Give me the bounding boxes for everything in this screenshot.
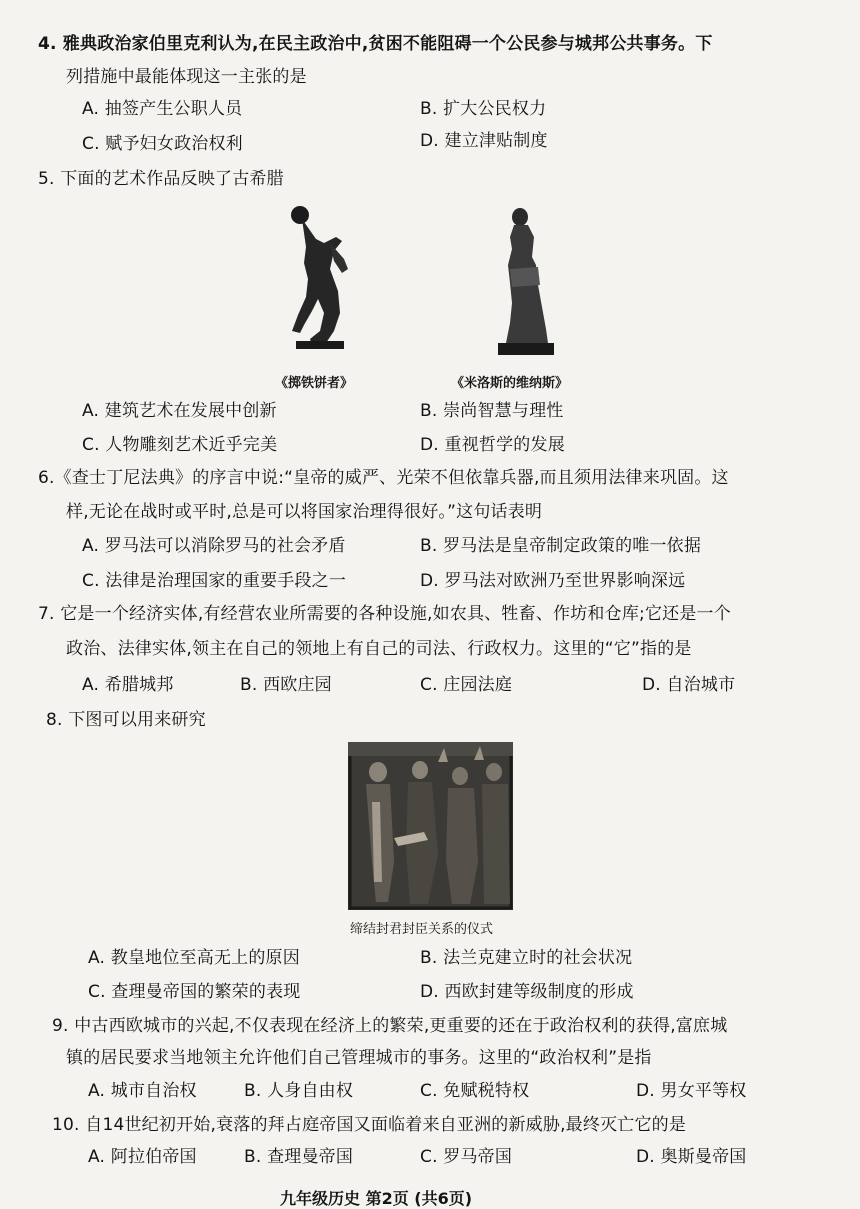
q4-option-b[interactable]: B. 扩大公民权力 [420,99,547,119]
q5-option-a[interactable]: A. 建筑艺术在发展中创新 [82,401,277,421]
q5-option-c[interactable]: C. 人物雕刻艺术近乎完美 [82,435,278,455]
q10-option-a[interactable]: A. 阿拉伯帝国 [88,1147,197,1167]
q9-stem-line-1: 9. 中古西欧城市的兴起,不仅表现在经济上的繁荣,更重要的还在于政治权利的获得,富庶城 [52,1016,728,1036]
discus-thrower-statue-icon [282,203,362,353]
q6-stem-line-2: 样,无论在战时或平时,总是可以将国家治理得很好。”这句话表明 [66,502,543,522]
q8-option-d[interactable]: D. 西欧封建等级制度的形成 [420,982,634,1002]
q5-stem: 5. 下面的艺术作品反映了古希腊 [38,169,284,189]
homage-ceremony-caption: 缔结封君封臣关系的仪式 [350,922,494,937]
q6-option-c[interactable]: C. 法律是治理国家的重要手段之一 [82,571,347,591]
q7-option-d[interactable]: D. 自治城市 [642,675,736,695]
q9-option-d[interactable]: D. 男女平等权 [636,1081,747,1101]
q7-option-c[interactable]: C. 庄园法庭 [420,675,513,695]
q9-option-b[interactable]: B. 人身自由权 [244,1081,354,1101]
q6-stem-line-1: 6.《查士丁尼法典》的序言中说:“皇帝的威严、光荣不但依靠兵器,而且须用法律来巩固。这 [38,468,729,488]
q4-stem-line-1: 4. 雅典政治家伯里克利认为,在民主政治中,贫困不能阻碍一个公民参与城邦公共事务。下 [38,34,713,54]
venus-de-milo-statue-icon [492,205,558,357]
q8-option-a[interactable]: A. 教皇地位至高无上的原因 [88,948,300,968]
q7-option-b[interactable]: B. 西欧庄园 [240,675,332,695]
q7-option-a[interactable]: A. 希腊城邦 [82,675,174,695]
q5-option-b[interactable]: B. 崇尚智慧与理性 [420,401,564,421]
q6-option-b[interactable]: B. 罗马法是皇帝制定政策的唯一依据 [420,536,702,556]
discus-thrower-caption: 《掷铁饼者》 [275,376,354,391]
q6-option-a[interactable]: A. 罗马法可以消除罗马的社会矛盾 [82,536,346,556]
q7-stem-line-2: 政治、法律实体,领主在自己的领地上有自己的司法、行政权力。这里的“它”指的是 [66,639,692,659]
q8-option-b[interactable]: B. 法兰克建立时的社会状况 [420,948,633,968]
q5-option-d[interactable]: D. 重视哲学的发展 [420,435,565,455]
page-footer: 九年级历史 第2页 (共6页) [280,1189,473,1208]
q4-stem-line-2: 列措施中最能体现这一主张的是 [66,67,307,87]
q9-stem-line-2: 镇的居民要求当地领主允许他们自己管理城市的事务。这里的“政治权利”是指 [66,1048,652,1068]
q4-option-d[interactable]: D. 建立津贴制度 [420,131,548,151]
q10-option-d[interactable]: D. 奥斯曼帝国 [636,1147,747,1167]
venus-caption: 《米洛斯的维纳斯》 [451,376,569,391]
q9-option-a[interactable]: A. 城市自治权 [88,1081,197,1101]
q10-stem: 10. 自14世纪初开始,衰落的拜占庭帝国又面临着来自亚洲的新威胁,最终灭亡它的是 [52,1115,687,1135]
q7-stem-line-1: 7. 它是一个经济实体,有经营农业所需要的各种设施,如农具、牲畜、作坊和仓库;它还是一个 [38,604,731,624]
q9-option-c[interactable]: C. 免赋税特权 [420,1081,530,1101]
q6-option-d[interactable]: D. 罗马法对欧洲乃至世界影响深远 [420,571,686,591]
homage-ceremony-painting-icon [348,742,513,910]
q8-option-c[interactable]: C. 查理曼帝国的繁荣的表现 [88,982,301,1002]
q10-option-b[interactable]: B. 查理曼帝国 [244,1147,354,1167]
q4-option-a[interactable]: A. 抽签产生公职人员 [82,99,243,119]
q8-stem: 8. 下图可以用来研究 [46,710,206,730]
q4-option-c[interactable]: C. 赋予妇女政治权利 [82,134,243,154]
q10-option-c[interactable]: C. 罗马帝国 [420,1147,513,1167]
